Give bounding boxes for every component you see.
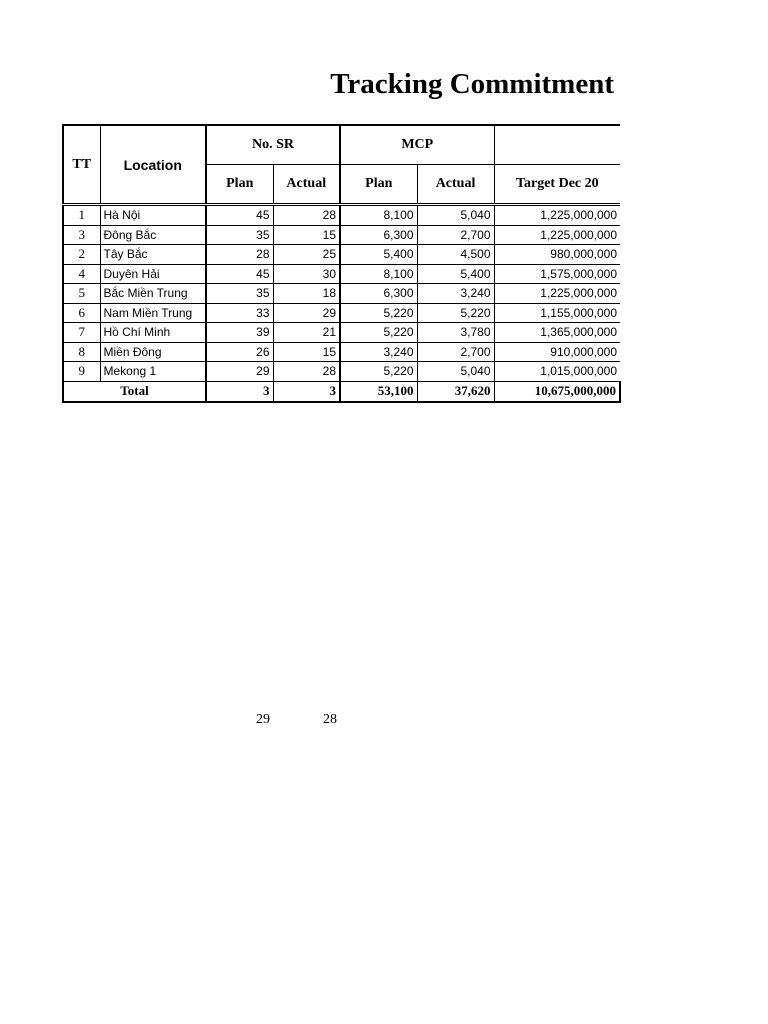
row-mcp-plan: 8,100 [340,264,417,284]
row-target: 980,000,000 [494,245,620,265]
header-sr-plan: Plan [206,165,273,205]
header-no-sr: No. SR [206,125,340,165]
row-mcp-plan: 6,300 [340,284,417,304]
row-mcp-actual: 3,240 [417,284,494,304]
row-target: 1,225,000,000 [494,225,620,245]
row-sr-plan: 29 [206,362,273,382]
row-tt: 8 [63,342,100,362]
row-mcp-actual: 2,700 [417,225,494,245]
table-row [63,284,620,304]
row-location: Đông Bắc [100,225,206,245]
row-mcp-plan: 8,100 [340,205,417,226]
row-target: 1,225,000,000 [494,284,620,304]
row-sr-plan: 35 [206,225,273,245]
row-location: Mekong 1 [100,362,206,382]
commitment-table [62,124,621,403]
row-sr-plan: 28 [206,245,273,265]
page-title: Tracking Commitment [330,68,614,100]
table-row [63,264,620,284]
row-mcp-actual: 4,500 [417,245,494,265]
row-sr-actual: 29 [273,303,340,323]
row-location: Duyên Hải [100,264,206,284]
row-mcp-plan: 5,220 [340,303,417,323]
row-target: 1,365,000,000 [494,323,620,343]
row-sr-actual: 28 [273,362,340,382]
row-target: 1,015,000,000 [494,362,620,382]
row-target: 1,575,000,000 [494,264,620,284]
header-mcp-plan: Plan [340,165,417,205]
row-sr-plan: 45 [206,205,273,226]
row-sr-actual: 21 [273,323,340,343]
row-mcp-plan: 5,400 [340,245,417,265]
row-location: Nam Miền Trung [100,303,206,323]
row-location: Miền Đông [100,342,206,362]
row-sr-actual: 30 [273,264,340,284]
table-row [63,245,620,265]
total-sr-actual: 3 [273,381,340,402]
row-location: Bắc Miền Trung [100,284,206,304]
row-target: 1,155,000,000 [494,303,620,323]
row-sr-actual: 15 [273,342,340,362]
row-mcp-plan: 5,220 [340,323,417,343]
header-mcp: MCP [340,125,494,165]
header-tt: TT [63,125,100,205]
row-mcp-actual: 5,040 [417,362,494,382]
header-target-dec-20: Target Dec 20 [494,165,620,205]
row-sr-actual: 28 [273,205,340,226]
row-target: 1,225,000,000 [494,205,620,226]
row-tt: 6 [63,303,100,323]
row-mcp-plan: 6,300 [340,225,417,245]
row-location: Hà Nội [100,205,206,226]
total-row [63,381,620,402]
total-mcp-plan: 53,100 [340,381,417,402]
total-target: 10,675,000,000 [494,381,620,402]
row-tt: 7 [63,323,100,343]
row-sr-actual: 18 [273,284,340,304]
total-label: Total [63,381,206,402]
row-sr-actual: 15 [273,225,340,245]
row-target: 910,000,000 [494,342,620,362]
row-sr-plan: 26 [206,342,273,362]
row-tt: 3 [63,225,100,245]
total-mcp-actual: 37,620 [417,381,494,402]
row-tt: 5 [63,284,100,304]
row-mcp-actual: 3,780 [417,323,494,343]
header-mcp-actual: Actual [417,165,494,205]
row-location: Hồ Chí Minh [100,323,206,343]
table-row [63,342,620,362]
table-row [63,362,620,382]
row-tt: 2 [63,245,100,265]
stray-value: 28 [323,712,337,727]
header-location: Location [100,125,206,205]
row-sr-plan: 39 [206,323,273,343]
table-row [63,225,620,245]
row-sr-plan: 33 [206,303,273,323]
stray-value: 29 [256,712,270,727]
row-tt: 9 [63,362,100,382]
row-mcp-actual: 5,400 [417,264,494,284]
row-sr-plan: 35 [206,284,273,304]
row-mcp-plan: 5,220 [340,362,417,382]
header-target-group [494,125,620,165]
row-mcp-actual: 5,220 [417,303,494,323]
row-tt: 4 [63,264,100,284]
header-sr-actual: Actual [273,165,340,205]
table-row [63,303,620,323]
table-row [63,205,620,226]
row-mcp-plan: 3,240 [340,342,417,362]
total-sr-plan: 3 [206,381,273,402]
row-sr-plan: 45 [206,264,273,284]
table-row [63,323,620,343]
row-mcp-actual: 2,700 [417,342,494,362]
row-mcp-actual: 5,040 [417,205,494,226]
row-location: Tây Bắc [100,245,206,265]
row-sr-actual: 25 [273,245,340,265]
row-tt: 1 [63,205,100,226]
